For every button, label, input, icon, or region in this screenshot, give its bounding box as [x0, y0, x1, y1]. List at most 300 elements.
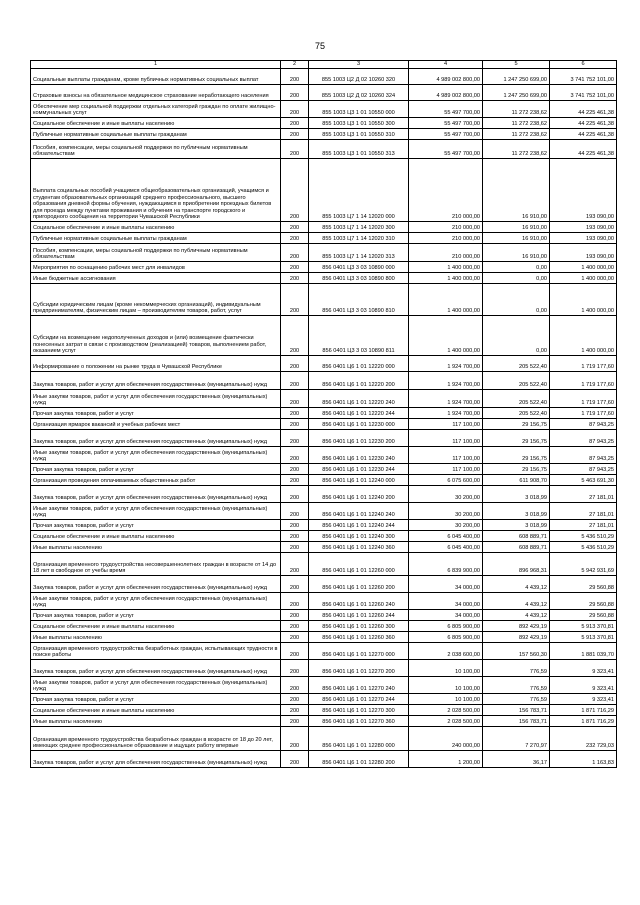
- table-row: [31, 503, 617, 520]
- row-line-code-cell: 200: [281, 129, 309, 140]
- row-executed-amount-cell: 0,00: [483, 284, 550, 316]
- table-row: [31, 284, 617, 316]
- row-budget-code-cell: 855 1003 Ц3 1 01 10550 310: [309, 129, 409, 140]
- row-line-code-cell: 200: [281, 553, 309, 576]
- table-row: [31, 751, 617, 768]
- row-budget-code-cell: 856 0401 Ц3 3 03 10890 810: [309, 284, 409, 316]
- row-remaining-amount-cell: 9 323,41: [550, 694, 617, 705]
- row-budget-code-cell: 855 1003 Ц7 1 14 12020 000: [309, 159, 409, 222]
- row-name-cell: Социальное обеспечение и иные выплаты населению: [31, 531, 281, 542]
- row-executed-amount-cell: 11 272 238,62: [483, 129, 550, 140]
- row-line-code-cell: 200: [281, 576, 309, 593]
- row-budget-code-cell: 856 0401 Ц6 1 01 12230 200: [309, 430, 409, 447]
- row-line-code-cell: 200: [281, 447, 309, 464]
- row-remaining-amount-cell: 9 323,41: [550, 660, 617, 677]
- row-line-code-cell: 200: [281, 677, 309, 694]
- row-executed-amount-cell: 11 272 238,62: [483, 101, 550, 118]
- row-budget-code-cell: 856 0401 Ц6 1 01 12220 200: [309, 372, 409, 390]
- row-name-cell: Иные закупки товаров, работ и услуг для обеспечения государственных (муниципальных) нужд: [31, 503, 281, 520]
- row-approved-amount-cell: 30 200,00: [409, 486, 483, 503]
- row-line-code-cell: 200: [281, 716, 309, 727]
- row-line-code-cell: 200: [281, 284, 309, 316]
- row-executed-amount-cell: 1 247 250 699,00: [483, 85, 550, 101]
- row-name-cell: Закупка товаров, работ и услуг для обеспечения государственных (муниципальных) нужд: [31, 576, 281, 593]
- row-remaining-amount-cell: 5 913 370,81: [550, 621, 617, 632]
- row-approved-amount-cell: 1 924 700,00: [409, 390, 483, 408]
- row-approved-amount-cell: 1 200,00: [409, 751, 483, 768]
- row-approved-amount-cell: 1 924 700,00: [409, 372, 483, 390]
- row-approved-amount-cell: 117 100,00: [409, 430, 483, 447]
- row-budget-code-cell: 856 0401 Ц6 1 01 12280 200: [309, 751, 409, 768]
- row-approved-amount-cell: 117 100,00: [409, 447, 483, 464]
- table-row: [31, 660, 617, 677]
- row-line-code-cell: 200: [281, 531, 309, 542]
- row-executed-amount-cell: 29 156,75: [483, 447, 550, 464]
- row-executed-amount-cell: 896 968,31: [483, 553, 550, 576]
- row-budget-code-cell: 856 0401 Ц6 1 01 12260 000: [309, 553, 409, 576]
- row-executed-amount-cell: 4 439,12: [483, 593, 550, 610]
- page-number: 75: [314, 41, 325, 51]
- row-executed-amount-cell: 16 910,00: [483, 159, 550, 222]
- row-approved-amount-cell: 55 497 700,00: [409, 118, 483, 129]
- row-name-cell: Публичные нормативные социальные выплаты гражданам: [31, 233, 281, 244]
- row-name-cell: Закупка товаров, работ и услуг для обеспечения государственных (муниципальных) нужд: [31, 372, 281, 390]
- row-budget-code-cell: 856 0401 Ц3 3 03 10890 000: [309, 262, 409, 273]
- row-remaining-amount-cell: 29 560,88: [550, 576, 617, 593]
- row-remaining-amount-cell: 1 881 039,70: [550, 643, 617, 660]
- row-budget-code-cell: 856 0401 Ц6 1 01 12220 000: [309, 356, 409, 372]
- row-executed-amount-cell: 16 910,00: [483, 244, 550, 262]
- row-executed-amount-cell: 611 908,70: [483, 475, 550, 486]
- row-approved-amount-cell: 4 989 002 800,00: [409, 85, 483, 101]
- row-line-code-cell: 200: [281, 69, 309, 85]
- row-budget-code-cell: 856 0401 Ц6 1 01 12270 000: [309, 643, 409, 660]
- row-line-code-cell: 200: [281, 486, 309, 503]
- row-budget-code-cell: 856 0401 Ц6 1 01 12240 200: [309, 486, 409, 503]
- table-row: [31, 419, 617, 430]
- row-name-cell: Иные закупки товаров, работ и услуг для обеспечения государственных (муниципальных) нужд: [31, 593, 281, 610]
- row-remaining-amount-cell: 1 719 177,60: [550, 356, 617, 372]
- table-row: [31, 101, 617, 118]
- row-name-cell: Субсидии на возмещение недополученных доходов и (или) возмещение фактически понесенных затрат в связи с производством (реализацией) товаров, выполнением работ, оказанием услуг: [31, 316, 281, 356]
- row-name-cell: Иные выплаты населению: [31, 542, 281, 553]
- row-line-code-cell: 200: [281, 408, 309, 419]
- row-name-cell: Прочая закупка товаров, работ и услуг: [31, 464, 281, 475]
- row-approved-amount-cell: 30 200,00: [409, 503, 483, 520]
- row-executed-amount-cell: 3 018,99: [483, 503, 550, 520]
- table-row: [31, 694, 617, 705]
- row-executed-amount-cell: 157 560,30: [483, 643, 550, 660]
- row-line-code-cell: 200: [281, 244, 309, 262]
- table-row: [31, 677, 617, 694]
- row-executed-amount-cell: 36,17: [483, 751, 550, 768]
- row-executed-amount-cell: 29 156,75: [483, 430, 550, 447]
- row-approved-amount-cell: 2 028 500,00: [409, 716, 483, 727]
- row-budget-code-cell: 856 0401 Ц6 1 01 12260 300: [309, 621, 409, 632]
- row-name-cell: Организация ярмарок вакансий и учебных рабочих мест: [31, 419, 281, 430]
- row-executed-amount-cell: 11 272 238,62: [483, 118, 550, 129]
- row-budget-code-cell: 855 1003 Ц7 1 14 12020 300: [309, 222, 409, 233]
- row-executed-amount-cell: 16 910,00: [483, 222, 550, 233]
- table-row: [31, 118, 617, 129]
- row-approved-amount-cell: 10 100,00: [409, 660, 483, 677]
- table-row: [31, 464, 617, 475]
- row-approved-amount-cell: 1 924 700,00: [409, 356, 483, 372]
- row-executed-amount-cell: 4 439,12: [483, 610, 550, 621]
- row-name-cell: Социальное обеспечение и иные выплаты населению: [31, 705, 281, 716]
- row-budget-code-cell: 855 1003 Ц3 1 01 10550 000: [309, 101, 409, 118]
- column-header: 1: [31, 61, 281, 69]
- row-executed-amount-cell: 11 272 238,62: [483, 140, 550, 159]
- row-budget-code-cell: 856 0401 Ц6 1 01 12260 240: [309, 593, 409, 610]
- table-row: [31, 356, 617, 372]
- row-executed-amount-cell: 892 429,19: [483, 621, 550, 632]
- row-budget-code-cell: 856 0401 Ц6 1 01 12240 244: [309, 520, 409, 531]
- row-remaining-amount-cell: 5 436 510,29: [550, 531, 617, 542]
- row-approved-amount-cell: 55 497 700,00: [409, 101, 483, 118]
- row-line-code-cell: 200: [281, 643, 309, 660]
- table-row: [31, 273, 617, 284]
- budget-execution-table: [30, 60, 617, 768]
- row-remaining-amount-cell: 1 400 000,00: [550, 273, 617, 284]
- row-executed-amount-cell: 29 156,75: [483, 464, 550, 475]
- row-remaining-amount-cell: 87 943,25: [550, 447, 617, 464]
- row-name-cell: Организация временного трудоустройства несовершеннолетних граждан в возрасте от 14 до 18 лет в свободное от учебы время: [31, 553, 281, 576]
- row-executed-amount-cell: 156 783,71: [483, 716, 550, 727]
- row-remaining-amount-cell: 9 323,41: [550, 677, 617, 694]
- row-name-cell: Субсидии юридическим лицам (кроме некоммерческих организаций), индивидуальным предпринимателям, физическим лицам – производителям товаров, работ, услуг: [31, 284, 281, 316]
- row-approved-amount-cell: 1 400 000,00: [409, 316, 483, 356]
- row-line-code-cell: 200: [281, 419, 309, 430]
- table-row: [31, 69, 617, 85]
- row-approved-amount-cell: 117 100,00: [409, 419, 483, 430]
- row-executed-amount-cell: 4 439,12: [483, 576, 550, 593]
- row-budget-code-cell: 856 0401 Ц6 1 01 12270 200: [309, 660, 409, 677]
- row-line-code-cell: 200: [281, 727, 309, 751]
- row-remaining-amount-cell: 3 741 752 101,00: [550, 69, 617, 85]
- row-approved-amount-cell: 10 100,00: [409, 694, 483, 705]
- table-row: [31, 593, 617, 610]
- table-header-row: [31, 61, 617, 69]
- table-row: [31, 85, 617, 101]
- row-executed-amount-cell: 29 156,75: [483, 419, 550, 430]
- row-remaining-amount-cell: 44 225 461,38: [550, 129, 617, 140]
- table-row: [31, 727, 617, 751]
- row-line-code-cell: 200: [281, 503, 309, 520]
- row-line-code-cell: 200: [281, 660, 309, 677]
- row-executed-amount-cell: 776,59: [483, 677, 550, 694]
- row-budget-code-cell: 856 0401 Ц6 1 01 12270 300: [309, 705, 409, 716]
- row-line-code-cell: 200: [281, 694, 309, 705]
- row-remaining-amount-cell: 44 225 461,38: [550, 101, 617, 118]
- row-line-code-cell: 200: [281, 101, 309, 118]
- row-name-cell: Социальные выплаты гражданам, кроме публичных нормативных социальных выплат: [31, 69, 281, 85]
- row-budget-code-cell: 856 0401 Ц3 3 03 10890 800: [309, 273, 409, 284]
- row-line-code-cell: 200: [281, 610, 309, 621]
- row-remaining-amount-cell: 193 090,00: [550, 222, 617, 233]
- row-approved-amount-cell: 34 000,00: [409, 610, 483, 621]
- table-row: [31, 610, 617, 621]
- row-executed-amount-cell: 608 889,71: [483, 542, 550, 553]
- table-row: [31, 576, 617, 593]
- column-header: 5: [483, 61, 550, 69]
- row-remaining-amount-cell: 5 463 691,30: [550, 475, 617, 486]
- column-header: 3: [309, 61, 409, 69]
- row-executed-amount-cell: 776,59: [483, 694, 550, 705]
- row-budget-code-cell: 856 0401 Ц3 3 03 10890 811: [309, 316, 409, 356]
- row-approved-amount-cell: 1 400 000,00: [409, 262, 483, 273]
- row-approved-amount-cell: 210 000,00: [409, 233, 483, 244]
- table-row: [31, 244, 617, 262]
- table-row: [31, 390, 617, 408]
- row-budget-code-cell: 856 0401 Ц6 1 01 12240 360: [309, 542, 409, 553]
- table-row: [31, 447, 617, 464]
- row-name-cell: Закупка товаров, работ и услуг для обеспечения государственных (муниципальных) нужд: [31, 430, 281, 447]
- row-approved-amount-cell: 1 400 000,00: [409, 273, 483, 284]
- row-executed-amount-cell: 205 522,40: [483, 372, 550, 390]
- row-approved-amount-cell: 6 805 900,00: [409, 621, 483, 632]
- row-name-cell: Социальное обеспечение и иные выплаты населению: [31, 222, 281, 233]
- table-row: [31, 159, 617, 222]
- row-executed-amount-cell: 0,00: [483, 273, 550, 284]
- row-budget-code-cell: 856 0401 Ц6 1 01 12260 200: [309, 576, 409, 593]
- row-budget-code-cell: 855 1003 Ц7 1 14 12020 310: [309, 233, 409, 244]
- row-line-code-cell: 200: [281, 140, 309, 159]
- row-name-cell: Страховые взносы на обязательное медицинское страхование неработающего населения: [31, 85, 281, 101]
- row-budget-code-cell: 856 0401 Ц6 1 01 12270 240: [309, 677, 409, 694]
- row-line-code-cell: 200: [281, 316, 309, 356]
- row-line-code-cell: 200: [281, 542, 309, 553]
- row-remaining-amount-cell: 1 400 000,00: [550, 284, 617, 316]
- row-remaining-amount-cell: 1 400 000,00: [550, 262, 617, 273]
- table-row: [31, 531, 617, 542]
- row-name-cell: Публичные нормативные социальные выплаты гражданам: [31, 129, 281, 140]
- row-name-cell: Иные закупки товаров, работ и услуг для обеспечения государственных (муниципальных) нужд: [31, 677, 281, 694]
- row-remaining-amount-cell: 1 163,83: [550, 751, 617, 768]
- row-executed-amount-cell: 205 522,40: [483, 408, 550, 419]
- row-approved-amount-cell: 34 000,00: [409, 593, 483, 610]
- row-approved-amount-cell: 55 497 700,00: [409, 129, 483, 140]
- row-approved-amount-cell: 240 000,00: [409, 727, 483, 751]
- row-remaining-amount-cell: 27 181,01: [550, 520, 617, 531]
- row-remaining-amount-cell: 44 225 461,38: [550, 140, 617, 159]
- row-name-cell: Иные закупки товаров, работ и услуг для обеспечения государственных (муниципальных) нужд: [31, 390, 281, 408]
- row-line-code-cell: 200: [281, 118, 309, 129]
- row-executed-amount-cell: 16 910,00: [483, 233, 550, 244]
- row-remaining-amount-cell: 5 436 510,29: [550, 542, 617, 553]
- row-line-code-cell: 200: [281, 262, 309, 273]
- row-remaining-amount-cell: 193 090,00: [550, 159, 617, 222]
- row-name-cell: Социальное обеспечение и иные выплаты населению: [31, 621, 281, 632]
- row-name-cell: Мероприятия по оснащению рабочих мест для инвалидов: [31, 262, 281, 273]
- table-row: [31, 486, 617, 503]
- row-line-code-cell: 200: [281, 372, 309, 390]
- row-remaining-amount-cell: 1 719 177,60: [550, 408, 617, 419]
- row-executed-amount-cell: 3 018,99: [483, 486, 550, 503]
- row-budget-code-cell: 856 0401 Ц6 1 01 12230 000: [309, 419, 409, 430]
- row-budget-code-cell: 856 0401 Ц6 1 01 12240 240: [309, 503, 409, 520]
- table-row: [31, 475, 617, 486]
- table-row: [31, 621, 617, 632]
- row-remaining-amount-cell: 29 560,88: [550, 610, 617, 621]
- row-name-cell: Прочая закупка товаров, работ и услуг: [31, 408, 281, 419]
- row-approved-amount-cell: 2 038 600,00: [409, 643, 483, 660]
- row-name-cell: Прочая закупка товаров, работ и услуг: [31, 694, 281, 705]
- table-row: [31, 430, 617, 447]
- row-budget-code-cell: 855 1003 Ц2 Д 02 10260 324: [309, 85, 409, 101]
- row-remaining-amount-cell: 1 871 716,29: [550, 705, 617, 716]
- column-header: 6: [550, 61, 617, 69]
- row-executed-amount-cell: 1 247 250 699,00: [483, 69, 550, 85]
- row-remaining-amount-cell: 1 719 177,60: [550, 372, 617, 390]
- row-name-cell: Организация временного трудоустройства безработных граждан, испытывающих трудности в поиске работы: [31, 643, 281, 660]
- row-executed-amount-cell: 0,00: [483, 316, 550, 356]
- row-executed-amount-cell: 608 889,71: [483, 531, 550, 542]
- row-line-code-cell: 200: [281, 520, 309, 531]
- table-row: [31, 716, 617, 727]
- row-name-cell: Информирование о положении на рынке труда в Чувашской Республике: [31, 356, 281, 372]
- row-approved-amount-cell: 34 000,00: [409, 576, 483, 593]
- row-executed-amount-cell: 205 522,40: [483, 390, 550, 408]
- row-name-cell: Иные закупки товаров, работ и услуг для обеспечения государственных (муниципальных) нужд: [31, 447, 281, 464]
- row-name-cell: Организация временного трудоустройства безработных граждан в возрасте от 18 до 20 лет, имеющих среднее профессиональное образование и ищущих работу впервые: [31, 727, 281, 751]
- row-name-cell: Прочая закупка товаров, работ и услуг: [31, 610, 281, 621]
- row-remaining-amount-cell: 29 560,88: [550, 593, 617, 610]
- row-budget-code-cell: 856 0401 Ц6 1 01 12240 300: [309, 531, 409, 542]
- row-name-cell: Пособия, компенсации, меры социальной поддержки по публичным нормативным обязательствам: [31, 140, 281, 159]
- row-remaining-amount-cell: 87 943,25: [550, 430, 617, 447]
- row-budget-code-cell: 856 0401 Ц6 1 01 12280 000: [309, 727, 409, 751]
- row-name-cell: Прочая закупка товаров, работ и услуг: [31, 520, 281, 531]
- row-budget-code-cell: 855 1003 Ц2 Д 02 10260 320: [309, 69, 409, 85]
- row-remaining-amount-cell: 193 090,00: [550, 244, 617, 262]
- row-remaining-amount-cell: 5 942 931,69: [550, 553, 617, 576]
- row-remaining-amount-cell: 27 181,01: [550, 486, 617, 503]
- row-line-code-cell: 200: [281, 222, 309, 233]
- row-approved-amount-cell: 10 100,00: [409, 677, 483, 694]
- table-row: [31, 129, 617, 140]
- row-approved-amount-cell: 210 000,00: [409, 159, 483, 222]
- row-executed-amount-cell: 205 522,40: [483, 356, 550, 372]
- row-approved-amount-cell: 2 028 500,00: [409, 705, 483, 716]
- table-row: [31, 542, 617, 553]
- row-budget-code-cell: 856 0401 Ц6 1 01 12220 240: [309, 390, 409, 408]
- row-remaining-amount-cell: 193 090,00: [550, 233, 617, 244]
- row-line-code-cell: 200: [281, 621, 309, 632]
- row-name-cell: Иные бюджетные ассигнования: [31, 273, 281, 284]
- row-name-cell: Закупка товаров, работ и услуг для обеспечения государственных (муниципальных) нужд: [31, 751, 281, 768]
- table-row: [31, 372, 617, 390]
- row-name-cell: Выплата социальных пособий учащимся общеобразовательных организаций, учащимся и студентам образовательных организаций среднего профессионального, высшего образования дневной формы обучения, нуждающимся в приобретении проездных билетов для проезда между пунктами проживания и обучения на транспорте городского и пригородного сообщения на территории Чувашской Республики: [31, 159, 281, 222]
- table-row: [31, 632, 617, 643]
- table-row: [31, 705, 617, 716]
- row-budget-code-cell: 856 0401 Ц6 1 01 12230 244: [309, 464, 409, 475]
- row-approved-amount-cell: 4 989 002 800,00: [409, 69, 483, 85]
- row-name-cell: Пособия, компенсации, меры социальной поддержки по публичным нормативным обязательствам: [31, 244, 281, 262]
- row-approved-amount-cell: 1 924 700,00: [409, 408, 483, 419]
- row-line-code-cell: 200: [281, 273, 309, 284]
- table-body: [31, 69, 617, 768]
- row-budget-code-cell: 856 0401 Ц6 1 01 12220 244: [309, 408, 409, 419]
- row-approved-amount-cell: 6 045 400,00: [409, 542, 483, 553]
- row-approved-amount-cell: 6 839 900,00: [409, 553, 483, 576]
- row-approved-amount-cell: 117 100,00: [409, 464, 483, 475]
- table-row: [31, 520, 617, 531]
- row-name-cell: Иные выплаты населению: [31, 632, 281, 643]
- row-executed-amount-cell: 776,59: [483, 660, 550, 677]
- row-line-code-cell: 200: [281, 705, 309, 716]
- row-executed-amount-cell: 892 429,19: [483, 632, 550, 643]
- row-remaining-amount-cell: 44 225 461,38: [550, 118, 617, 129]
- row-remaining-amount-cell: 27 181,01: [550, 503, 617, 520]
- row-line-code-cell: 200: [281, 85, 309, 101]
- row-budget-code-cell: 856 0401 Ц6 1 01 12240 000: [309, 475, 409, 486]
- row-approved-amount-cell: 6 075 600,00: [409, 475, 483, 486]
- table-row: [31, 233, 617, 244]
- row-budget-code-cell: 856 0401 Ц6 1 01 12270 360: [309, 716, 409, 727]
- row-approved-amount-cell: 55 497 700,00: [409, 140, 483, 159]
- row-line-code-cell: 200: [281, 430, 309, 447]
- column-header: 2: [281, 61, 309, 69]
- row-executed-amount-cell: 0,00: [483, 262, 550, 273]
- row-remaining-amount-cell: 1 719 177,60: [550, 390, 617, 408]
- table-row: [31, 553, 617, 576]
- row-budget-code-cell: 856 0401 Ц6 1 01 12230 240: [309, 447, 409, 464]
- row-name-cell: Социальное обеспечение и иные выплаты населению: [31, 118, 281, 129]
- row-budget-code-cell: 856 0401 Ц6 1 01 12260 360: [309, 632, 409, 643]
- row-executed-amount-cell: 156 783,71: [483, 705, 550, 716]
- row-line-code-cell: 200: [281, 593, 309, 610]
- row-name-cell: Обеспечение мер социальной поддержки отдельных категорий граждан по оплате жилищно-коммунальных услуг: [31, 101, 281, 118]
- table-row: [31, 262, 617, 273]
- row-approved-amount-cell: 6 045 400,00: [409, 531, 483, 542]
- row-approved-amount-cell: 30 200,00: [409, 520, 483, 531]
- row-budget-code-cell: 856 0401 Ц6 1 01 12270 244: [309, 694, 409, 705]
- row-name-cell: Закупка товаров, работ и услуг для обеспечения государственных (муниципальных) нужд: [31, 660, 281, 677]
- row-budget-code-cell: 855 1003 Ц3 1 01 10550 313: [309, 140, 409, 159]
- row-name-cell: Иные выплаты населению: [31, 716, 281, 727]
- row-line-code-cell: 200: [281, 475, 309, 486]
- row-remaining-amount-cell: 87 943,25: [550, 464, 617, 475]
- row-approved-amount-cell: 1 400 000,00: [409, 284, 483, 316]
- row-budget-code-cell: 855 1003 Ц3 1 01 10550 300: [309, 118, 409, 129]
- table-row: [31, 316, 617, 356]
- row-name-cell: Закупка товаров, работ и услуг для обеспечения государственных (муниципальных) нужд: [31, 486, 281, 503]
- row-executed-amount-cell: 7 270,97: [483, 727, 550, 751]
- row-line-code-cell: 200: [281, 390, 309, 408]
- row-line-code-cell: 200: [281, 159, 309, 222]
- row-approved-amount-cell: 210 000,00: [409, 244, 483, 262]
- table-row: [31, 408, 617, 419]
- table-row: [31, 140, 617, 159]
- row-approved-amount-cell: 6 805 900,00: [409, 632, 483, 643]
- table-row: [31, 643, 617, 660]
- row-budget-code-cell: 855 1003 Ц7 1 14 12020 313: [309, 244, 409, 262]
- row-remaining-amount-cell: 3 741 752 101,00: [550, 85, 617, 101]
- row-name-cell: Организация проведения оплачиваемых общественных работ: [31, 475, 281, 486]
- row-budget-code-cell: 856 0401 Ц6 1 01 12260 244: [309, 610, 409, 621]
- row-remaining-amount-cell: 1 871 716,29: [550, 716, 617, 727]
- row-remaining-amount-cell: 87 943,25: [550, 419, 617, 430]
- row-remaining-amount-cell: 5 913 370,81: [550, 632, 617, 643]
- column-header: 4: [409, 61, 483, 69]
- row-line-code-cell: 200: [281, 632, 309, 643]
- row-line-code-cell: 200: [281, 356, 309, 372]
- row-line-code-cell: 200: [281, 233, 309, 244]
- row-remaining-amount-cell: 232 729,03: [550, 727, 617, 751]
- row-executed-amount-cell: 3 018,99: [483, 520, 550, 531]
- row-line-code-cell: 200: [281, 751, 309, 768]
